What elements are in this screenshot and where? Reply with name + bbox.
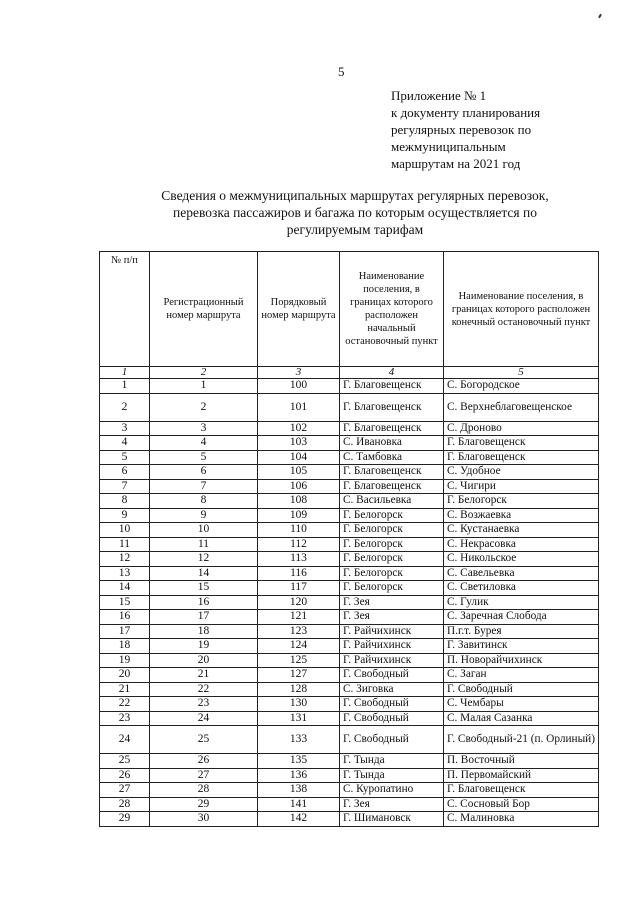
start-settlement: Г. Свободный: [340, 726, 444, 754]
title-line: регулируемым тарифам: [286, 222, 424, 237]
end-settlement: Г. Свободный-21 (п. Орлиный): [444, 726, 599, 754]
row-number: 17: [100, 624, 150, 639]
row-number: 12: [100, 552, 150, 567]
end-settlement: С. Гулик: [444, 595, 599, 610]
table-row: [100, 523, 599, 538]
end-settlement: П. Новорайчихинск: [444, 653, 599, 668]
table-row: [100, 682, 599, 697]
end-settlement: Г. Свободный: [444, 682, 599, 697]
table-row: [100, 653, 599, 668]
row-number: 25: [100, 754, 150, 769]
table-row: [100, 508, 599, 523]
start-settlement: Г. Благовещенск: [340, 393, 444, 421]
end-settlement: Г. Белогорск: [444, 494, 599, 509]
table-row: [100, 436, 599, 451]
row-number: 7: [100, 479, 150, 494]
table-row: [100, 783, 599, 798]
registration-number: 23: [150, 697, 258, 712]
end-settlement: С. Дроново: [444, 421, 599, 436]
start-settlement: Г. Зея: [340, 595, 444, 610]
appendix-note: [391, 87, 621, 172]
row-number: 19: [100, 653, 150, 668]
header-end-settlement: Наименование поселения, в границах которого расположен конечный остановочный пункт: [444, 252, 599, 367]
start-settlement: Г. Зея: [340, 610, 444, 625]
sequence-number: 121: [258, 610, 340, 625]
row-number: 5: [100, 450, 150, 465]
end-settlement: С. Удобное: [444, 465, 599, 480]
row-number: 9: [100, 508, 150, 523]
sequence-number: 105: [258, 465, 340, 480]
table-row: [100, 379, 599, 394]
start-settlement: Г. Свободный: [340, 711, 444, 726]
index-cell: 1: [100, 367, 150, 379]
page-number: 5: [338, 64, 345, 79]
table-row: [100, 537, 599, 552]
end-settlement: С. Некрасовка: [444, 537, 599, 552]
sequence-number: 130: [258, 697, 340, 712]
start-settlement: Г. Шимановск: [340, 812, 444, 827]
table-row: [100, 566, 599, 581]
title-line: перевозка пассажиров и багажа по которым осуществляется по: [173, 205, 537, 220]
end-settlement: С. Заречная Слобода: [444, 610, 599, 625]
header-sequence: Порядковый номер маршрута: [258, 252, 340, 367]
index-cell: 4: [340, 367, 444, 379]
registration-number: 26: [150, 754, 258, 769]
registration-number: 17: [150, 610, 258, 625]
table-row: [100, 595, 599, 610]
end-settlement: С. Верхнеблаговещенское: [444, 393, 599, 421]
sequence-number: 128: [258, 682, 340, 697]
row-number: 22: [100, 697, 150, 712]
row-number: 11: [100, 537, 150, 552]
start-settlement: Г. Благовещенск: [340, 465, 444, 480]
sequence-number: 136: [258, 768, 340, 783]
registration-number: 7: [150, 479, 258, 494]
end-settlement: С. Малая Сазанка: [444, 711, 599, 726]
start-settlement: Г. Свободный: [340, 697, 444, 712]
start-settlement: С. Зиговка: [340, 682, 444, 697]
start-settlement: Г. Свободный: [340, 668, 444, 683]
start-settlement: Г. Белогорск: [340, 581, 444, 596]
registration-number: 9: [150, 508, 258, 523]
start-settlement: Г. Райчихинск: [340, 653, 444, 668]
table-row: [100, 726, 599, 754]
start-settlement: С. Ивановка: [340, 436, 444, 451]
row-number: 8: [100, 494, 150, 509]
end-settlement: С. Чигири: [444, 479, 599, 494]
sequence-number: 135: [258, 754, 340, 769]
sequence-number: 138: [258, 783, 340, 798]
end-settlement: С. Сосновый Бор: [444, 797, 599, 812]
registration-number: 24: [150, 711, 258, 726]
end-settlement: Г. Благовещенск: [444, 450, 599, 465]
end-settlement: П. Первомайский: [444, 768, 599, 783]
row-number: 10: [100, 523, 150, 538]
row-number: 20: [100, 668, 150, 683]
row-number: 13: [100, 566, 150, 581]
sequence-number: 101: [258, 393, 340, 421]
registration-number: 5: [150, 450, 258, 465]
appendix-line: к документу планирования: [391, 105, 541, 120]
routes-table: [99, 251, 599, 827]
end-settlement: Г. Благовещенск: [444, 436, 599, 451]
registration-number: 22: [150, 682, 258, 697]
registration-number: 20: [150, 653, 258, 668]
table-row: [100, 393, 599, 421]
row-number: 28: [100, 797, 150, 812]
header-number: № п/п: [100, 252, 150, 367]
end-settlement: С. Савельевка: [444, 566, 599, 581]
appendix-line: межмуниципальным: [391, 139, 506, 154]
table-row: [100, 450, 599, 465]
sequence-number: 100: [258, 379, 340, 394]
start-settlement: Г. Благовещенск: [340, 421, 444, 436]
start-settlement: Г. Благовещенск: [340, 379, 444, 394]
sequence-number: 109: [258, 508, 340, 523]
start-settlement: Г. Благовещенск: [340, 479, 444, 494]
registration-number: 16: [150, 595, 258, 610]
sequence-number: 124: [258, 639, 340, 654]
registration-number: 6: [150, 465, 258, 480]
table-row: [100, 479, 599, 494]
table-row: [100, 421, 599, 436]
row-number: 15: [100, 595, 150, 610]
row-number: 21: [100, 682, 150, 697]
start-settlement: Г. Белогорск: [340, 508, 444, 523]
index-cell: 5: [444, 367, 599, 379]
sequence-number: 123: [258, 624, 340, 639]
row-number: 1: [100, 379, 150, 394]
end-settlement: С. Никольское: [444, 552, 599, 567]
table-row: [100, 581, 599, 596]
registration-number: 29: [150, 797, 258, 812]
row-number: 14: [100, 581, 150, 596]
registration-number: 28: [150, 783, 258, 798]
table-row: [100, 768, 599, 783]
sequence-number: 102: [258, 421, 340, 436]
column-index-row: [100, 367, 599, 379]
registration-number: 27: [150, 768, 258, 783]
registration-number: 14: [150, 566, 258, 581]
sequence-number: 106: [258, 479, 340, 494]
row-number: 6: [100, 465, 150, 480]
sequence-number: 131: [258, 711, 340, 726]
table-row: [100, 812, 599, 827]
index-cell: 2: [150, 367, 258, 379]
scan-mark: [598, 14, 602, 18]
sequence-number: 104: [258, 450, 340, 465]
table-row: [100, 711, 599, 726]
registration-number: 8: [150, 494, 258, 509]
sequence-number: 117: [258, 581, 340, 596]
registration-number: 25: [150, 726, 258, 754]
appendix-line: маршрутам на 2021 год: [391, 156, 521, 171]
registration-number: 15: [150, 581, 258, 596]
table-row: [100, 552, 599, 567]
appendix-line: регулярных перевозок по: [391, 122, 532, 137]
end-settlement: С. Светиловка: [444, 581, 599, 596]
row-number: 24: [100, 726, 150, 754]
registration-number: 18: [150, 624, 258, 639]
table-row: [100, 797, 599, 812]
end-settlement: С. Заган: [444, 668, 599, 683]
document-title: [120, 187, 590, 238]
sequence-number: 142: [258, 812, 340, 827]
end-settlement: П.г.т. Бурея: [444, 624, 599, 639]
sequence-number: 116: [258, 566, 340, 581]
row-number: 29: [100, 812, 150, 827]
start-settlement: Г. Белогорск: [340, 537, 444, 552]
start-settlement: Г. Райчихинск: [340, 624, 444, 639]
sequence-number: 141: [258, 797, 340, 812]
end-settlement: С. Чембары: [444, 697, 599, 712]
sequence-number: 110: [258, 523, 340, 538]
table-row: [100, 494, 599, 509]
sequence-number: 103: [258, 436, 340, 451]
end-settlement: П. Восточный: [444, 754, 599, 769]
table-body: [100, 367, 599, 827]
end-settlement: Г. Завитинск: [444, 639, 599, 654]
registration-number: 4: [150, 436, 258, 451]
index-cell: 3: [258, 367, 340, 379]
header-registration: Регистрационный номер маршрута: [150, 252, 258, 367]
registration-number: 11: [150, 537, 258, 552]
appendix-line: Приложение № 1: [391, 88, 487, 103]
start-settlement: С. Куропатино: [340, 783, 444, 798]
row-number: 26: [100, 768, 150, 783]
sequence-number: 113: [258, 552, 340, 567]
row-number: 27: [100, 783, 150, 798]
table-row: [100, 639, 599, 654]
row-number: 2: [100, 393, 150, 421]
title-line: Сведения о межмуниципальных маршрутах регулярных перевозок,: [161, 188, 549, 203]
end-settlement: Г. Благовещенск: [444, 783, 599, 798]
registration-number: 2: [150, 393, 258, 421]
end-settlement: С. Богородское: [444, 379, 599, 394]
table-row: [100, 610, 599, 625]
registration-number: 19: [150, 639, 258, 654]
end-settlement: С. Кустанаевка: [444, 523, 599, 538]
sequence-number: 120: [258, 595, 340, 610]
end-settlement: С. Возжаевка: [444, 508, 599, 523]
table-row: [100, 668, 599, 683]
row-number: 3: [100, 421, 150, 436]
registration-number: 21: [150, 668, 258, 683]
start-settlement: Г. Белогорск: [340, 566, 444, 581]
registration-number: 10: [150, 523, 258, 538]
registration-number: 3: [150, 421, 258, 436]
start-settlement: Г. Белогорск: [340, 552, 444, 567]
table-row: [100, 754, 599, 769]
start-settlement: Г. Тында: [340, 768, 444, 783]
registration-number: 12: [150, 552, 258, 567]
row-number: 16: [100, 610, 150, 625]
end-settlement: С. Малиновка: [444, 812, 599, 827]
table-row: [100, 697, 599, 712]
start-settlement: Г. Белогорск: [340, 523, 444, 538]
sequence-number: 108: [258, 494, 340, 509]
registration-number: 30: [150, 812, 258, 827]
table-row: [100, 624, 599, 639]
start-settlement: С. Тамбовка: [340, 450, 444, 465]
sequence-number: 127: [258, 668, 340, 683]
table-row: [100, 465, 599, 480]
sequence-number: 133: [258, 726, 340, 754]
header-start-settlement: Наименование поселения, в границах которого расположен начальный остановочный пункт: [340, 252, 444, 367]
row-number: 18: [100, 639, 150, 654]
start-settlement: Г. Тында: [340, 754, 444, 769]
sequence-number: 112: [258, 537, 340, 552]
row-number: 4: [100, 436, 150, 451]
sequence-number: 125: [258, 653, 340, 668]
row-number: 23: [100, 711, 150, 726]
start-settlement: Г. Райчихинск: [340, 639, 444, 654]
start-settlement: Г. Зея: [340, 797, 444, 812]
registration-number: 1: [150, 379, 258, 394]
start-settlement: С. Васильевка: [340, 494, 444, 509]
